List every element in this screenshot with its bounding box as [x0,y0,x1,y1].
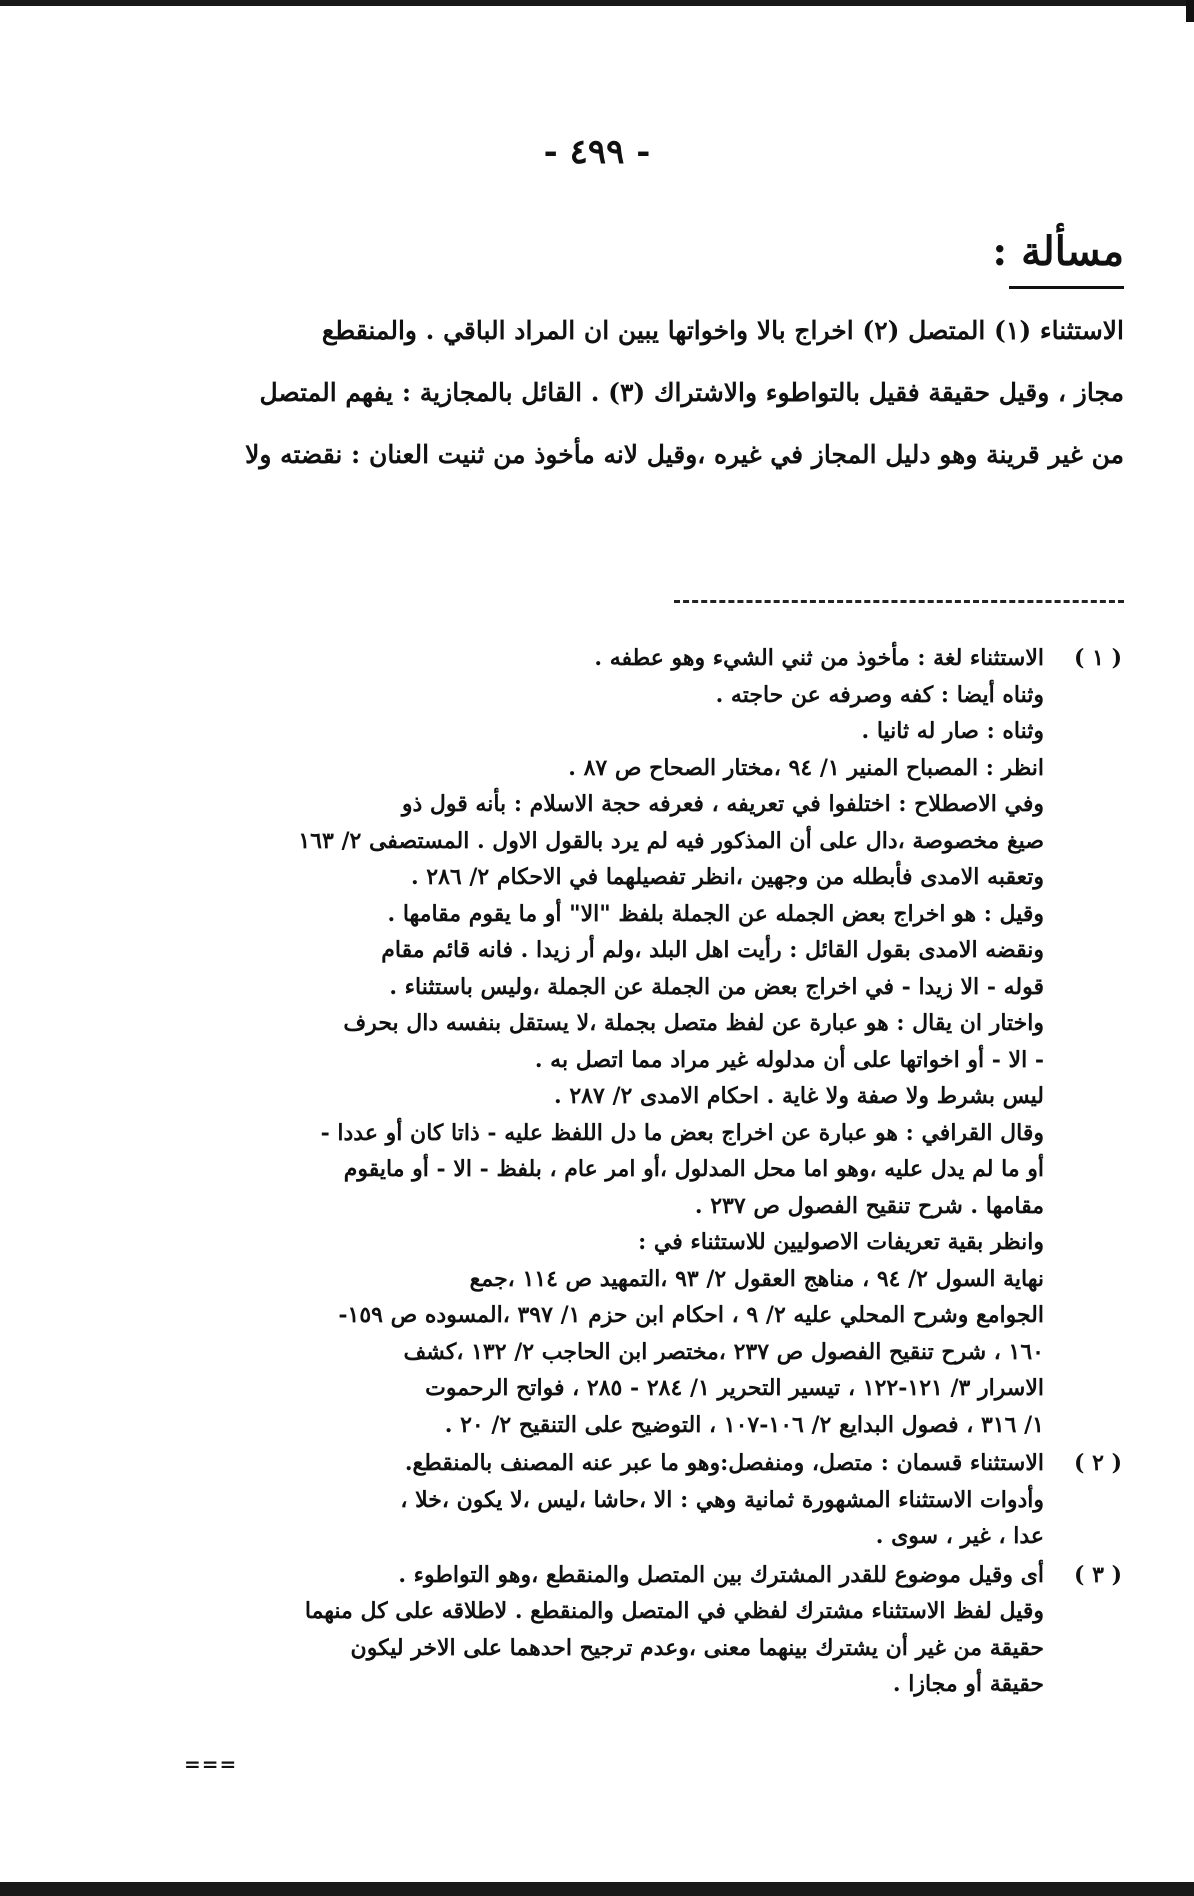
footnotes [82,640,1122,1705]
footnote-line: وقيل لفظ الاستثناء مشترك لفظي في المتصل والمنقطع . لاطلاقه على كل منهما [304,1598,1044,1624]
footnote-line: أى وقيل موضوع للقدر المشترك بين المتصل والمنقطع ،وهو التواطوء . [398,1561,1044,1588]
body-line: مجاز ، وقيل حقيقة فقيل بالتواطوء والاشتراك (٣) . القائل بالمجازية : يفهم المتصل [259,378,1124,407]
footnote-body [82,640,1044,1443]
footnote-line: واختار ان يقال : هو عبارة عن لفظ متصل بجملة ،لا يستقل بنفسه دال بحرف [343,1010,1044,1036]
footnote-line: وانظر بقية تعريفات الاصوليين للاستثناء في : [638,1229,1044,1255]
footnote-line: وثناه : صار له ثانيا . [861,718,1044,744]
footnote-line: وثناه أيضا : كفه وصرفه عن حاجته . [715,681,1044,708]
footnote-line: الاستثناء قسمان : متصل، ومنفصل:وهو ما عبر عنه المصنف بالمنقطع. [404,1450,1044,1476]
footnote-line: مقامها . شرح تنقيح الفصول ص ٢٣٧ . [694,1192,1044,1219]
footnote-line: أو ما لم يدل عليه ،وهو اما محل المدلول ،أو امر عام ، بلفظ - الا - أو مايقوم [343,1156,1044,1182]
footnote-marker: ( ٣ ) [1074,1561,1122,1588]
footnote-marker: ( ٢ ) [1074,1450,1122,1476]
footnote-line: حقيقة من غير أن يشترك بينهما معنى ،وعدم ترجيح احدهما على الاخر ليكون [350,1634,1044,1661]
footnote-line: حقيقة أو مجازا . [892,1671,1044,1697]
footnote-marker: ( ١ ) [1074,645,1122,671]
footnote-line: وفي الاصطلاح : اختلفوا في تعريفه ، فعرفه حجة الاسلام : بأنه قول ذو [401,791,1044,817]
footnote-line: - الا - أو اخواتها على أن مدلوله غير مراد مما اتصل به . [534,1046,1044,1073]
main-text [94,300,1124,486]
scan-edge-right [1186,0,1194,22]
footnote-line: وقيل : هو اخراج بعض الجمله عن الجملة بلفظ "الا" أو ما يقوم مقامها . [387,900,1044,927]
end-mark: === [184,1752,238,1776]
footnote-line: الاستثناء لغة : مأخوذ من ثني الشيء وهو عطفه . [594,645,1044,671]
footnote-body [82,1557,1044,1703]
footnote-1 [82,640,1122,1443]
scan-edge-top [0,0,1194,6]
footnote-line: ١٦٠ ، شرح تنقيح الفصول ص ٢٣٧ ،مختصر ابن الحاجب ٢/ ١٣٢ ،كشف [403,1338,1044,1365]
footnote-body [82,1445,1044,1555]
footnote-line: وأدوات الاستثناء المشهورة ثمانية وهي : الا ،حاشا ،ليس ،لا يكون ،خلا ، [400,1486,1044,1513]
footnote-line: عدا ، غير ، سوى . [875,1523,1044,1549]
page-number: - ٤٩٩ - [543,132,651,172]
footnote-line: قوله - الا زيدا - في اخراج بعض من الجملة عن الجملة ،وليس باستثناء . [389,973,1044,1000]
footnote-line: وقال القرافي : هو عبارة عن اخراج بعض ما دل اللفظ عليه - ذاتا كان أو عددا - [320,1119,1044,1146]
footnote-line: الاسرار ٣/ ١٢١-١٢٢ ، تيسير التحرير ١/ ٢٨٤ - ٢٨٥ ، فواتح الرحموت [425,1375,1044,1401]
body-line: الاستثناء (١) المتصل (٢) اخراج بالا واخواتها يبين ان المراد الباقي . والمنقطع [321,316,1124,345]
footnote-line: وتعقبه الامدى فأبطله من وجهين ،انظر تفصيلهما في الاحكام ٢/ ٢٨٦ . [410,864,1044,890]
footnote-2 [82,1445,1122,1555]
scan-edge-bottom [0,1882,1194,1896]
footnote-line: ١/ ٣١٦ ، فصول البدايع ٢/ ١٠٦-١٠٧ ، التوضيح على التنقيح ٢/ ٢٠ . [444,1411,1044,1438]
body-line: من غير قرينة وهو دليل المجاز في غيره ،وقيل لانه مأخوذ من ثنيت العنان : نقضته ولا [245,440,1124,469]
heading-underline [1009,286,1124,289]
footnote-separator [674,600,1124,603]
footnote-line: صيغ مخصوصة ،دال على أن المذكور فيه لم يرد بالقول الاول . المستصفى ٢/ ١٦٣ [298,827,1044,854]
footnote-line: الجوامع وشرح المحلي عليه ٢/ ٩ ، احكام ابن حزم ١/ ٣٩٧ ،المسوده ص ١٥٩- [338,1302,1044,1328]
section-heading: مسألة : [992,228,1124,275]
footnote-3 [82,1557,1122,1703]
footnote-line: ونقضه الامدى بقول القائل : رأيت اهل البلد ،ولم أر زيدا . فانه قائم مقام [381,937,1044,963]
footnote-line: ليس بشرط ولا صفة ولا غاية . احكام الامدى ٢/ ٢٨٧ . [554,1083,1044,1109]
footnote-line: نهاية السول ٢/ ٩٤ ، مناهج العقول ٢/ ٩٣ ،التمهيد ص ١١٤ ،جمع [469,1265,1044,1292]
footnote-line: انظر : المصباح المنير ١/ ٩٤ ،مختار الصحاح ص ٨٧ . [568,754,1044,781]
